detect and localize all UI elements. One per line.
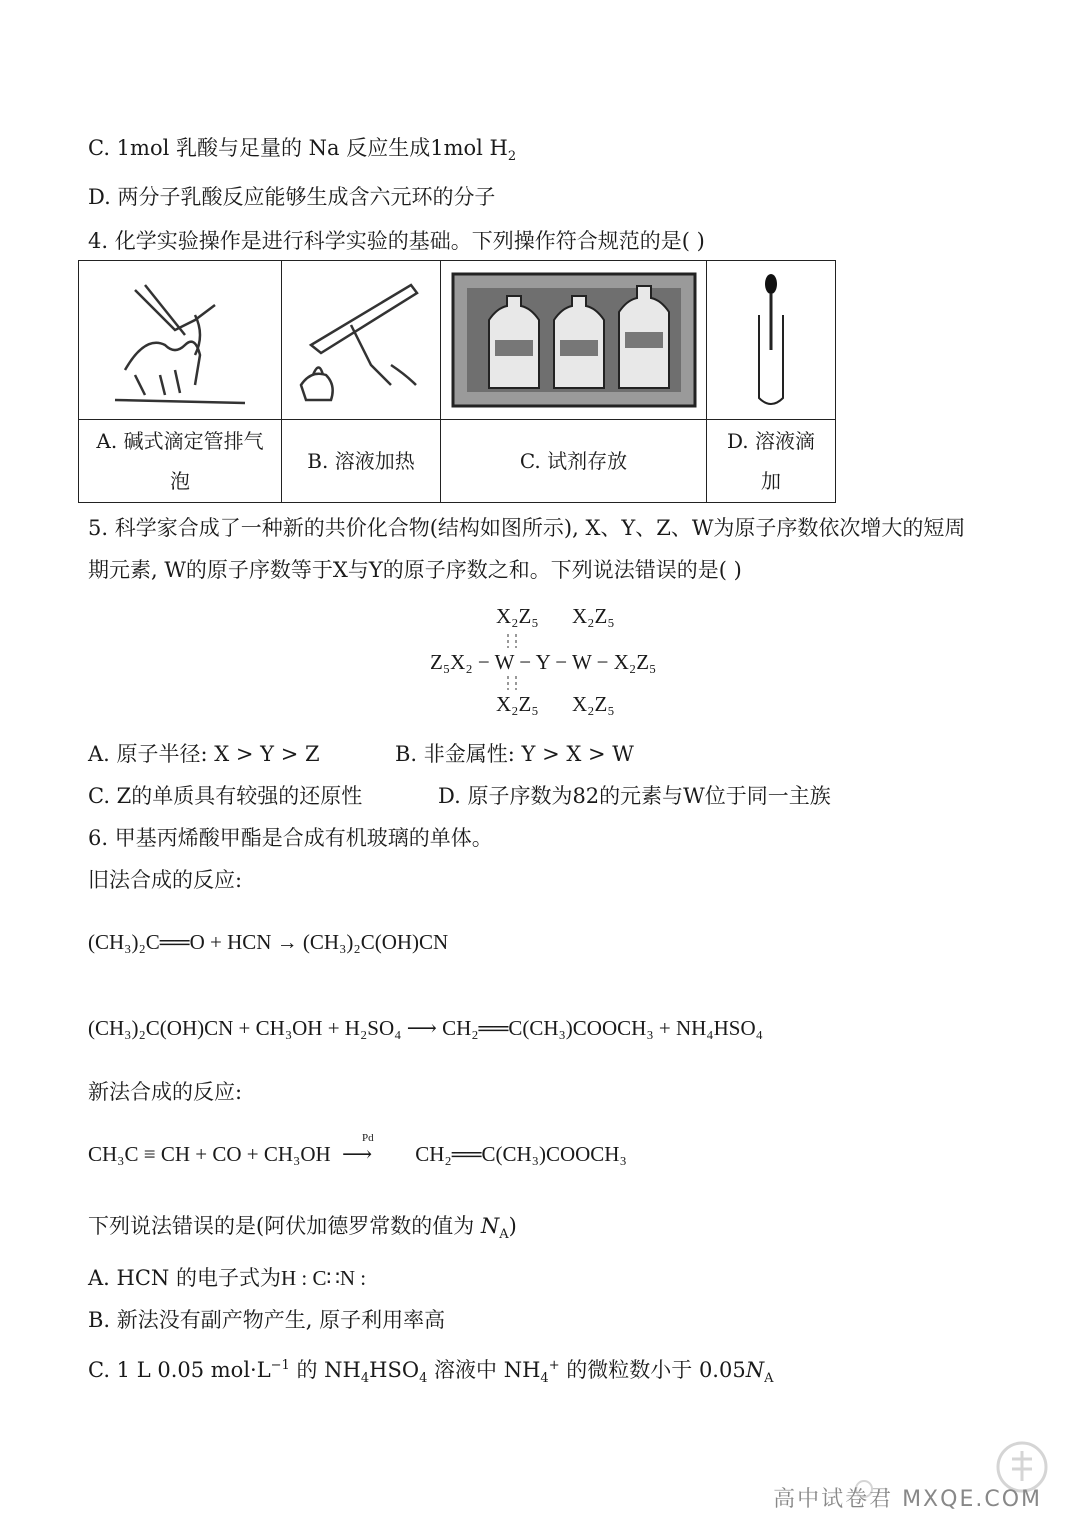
image-solution-heating	[282, 261, 441, 420]
old-method-heading: 旧法合成的反应:	[88, 868, 243, 892]
image-burette-bubble	[79, 261, 282, 420]
structure-main-chain: Z₅X₂ − W − Y − W − X₂Z₅	[430, 650, 657, 674]
option-3c: C. 1mol 乳酸与足量的 Na 反应生成1mol $H_2$	[88, 136, 517, 165]
burette-hand-illustration	[105, 275, 255, 405]
structure-top-left: X₂Z₅	[496, 604, 539, 628]
label-b: B. 溶液加热	[282, 420, 441, 503]
option-6b: B. 新法没有副产物产生, 原子利用率高	[88, 1308, 446, 1332]
question-5-line2: 期元素, W的原子序数等于X与Y的原子序数之和。下列说法错误的是( )	[88, 558, 742, 582]
old-reaction-2: (CH₃)₂C(OH)CN + CH₃OH + H₂SO₄ ⟶ CH₂══C(CH₃)COOCH₃ + NH₄HSO₄	[88, 1016, 763, 1040]
image-solution-dropping	[707, 261, 836, 420]
structure-bottom-right: X₂Z₅	[572, 692, 615, 716]
structure-bottom-left: X₂Z₅	[496, 692, 539, 716]
compound-structure	[430, 598, 660, 726]
dropper-test-tube-illustration	[741, 270, 801, 410]
option-6a: A. HCN 的电子式为H : C∷N :	[88, 1266, 367, 1290]
question-6: 6. 甲基丙烯酸甲酯是合成有机玻璃的单体。	[88, 826, 493, 850]
question-5-line1: 5. 科学家合成了一种新的共价化合物(结构如图所示), X、Y、Z、W为原子序数依次增大的短周	[88, 516, 966, 540]
new-method-heading: 新法合成的反应:	[88, 1080, 243, 1104]
option-6c: C. 1 L 0.05 $mol\cdot L^{-1}$ 的 $NH_4HSO_4$ 溶液中 $NH_4^+$ 的微粒数小于 $0.05N_A$	[88, 1358, 774, 1387]
old-reaction-1: (CH₃)₂C══O + HCN → (CH₃)₂C(OH)CN	[88, 930, 449, 954]
option-5b: B. 非金属性: Y > X > W	[395, 742, 634, 766]
option-3d: D. 两分子乳酸反应能够生成含六元环的分子	[88, 185, 496, 209]
option-5d: D. 原子序数为82的元素与W位于同一主族	[438, 784, 831, 808]
question-4: 4. 化学实验操作是进行科学实验的基础。下列操作符合规范的是( )	[88, 229, 705, 253]
structure-bonds	[430, 598, 660, 726]
catalyst-arrow: Pd ⟶	[341, 1132, 374, 1166]
option-5c: C. Z的单质具有较强的还原性	[88, 784, 363, 808]
label-c: C. 试剂存放	[441, 420, 707, 503]
question-6-stem: 下列说法错误的是(阿伏加德罗常数的值为 $N_A$)	[88, 1214, 517, 1243]
label-d: D. 溶液滴 加	[707, 420, 836, 503]
label-a: A. 碱式滴定管排气 泡	[79, 420, 282, 503]
test-tube-heating-illustration	[291, 275, 431, 405]
watermark-text: 高中试卷君 MXQE.COM	[773, 1487, 1042, 1512]
image-reagent-storage	[441, 261, 707, 420]
structure-top-right: X₂Z₅	[572, 604, 615, 628]
option-5a: A. 原子半径: X > Y > Z	[88, 742, 320, 766]
new-reaction: CH₃C ≡ CH + CO + CH₃OH Pd ⟶ CH₂══C(CH₃)COOCH₃	[88, 1132, 627, 1166]
lab-operations-table	[78, 260, 836, 503]
reagent-bottles-illustration	[449, 270, 699, 410]
